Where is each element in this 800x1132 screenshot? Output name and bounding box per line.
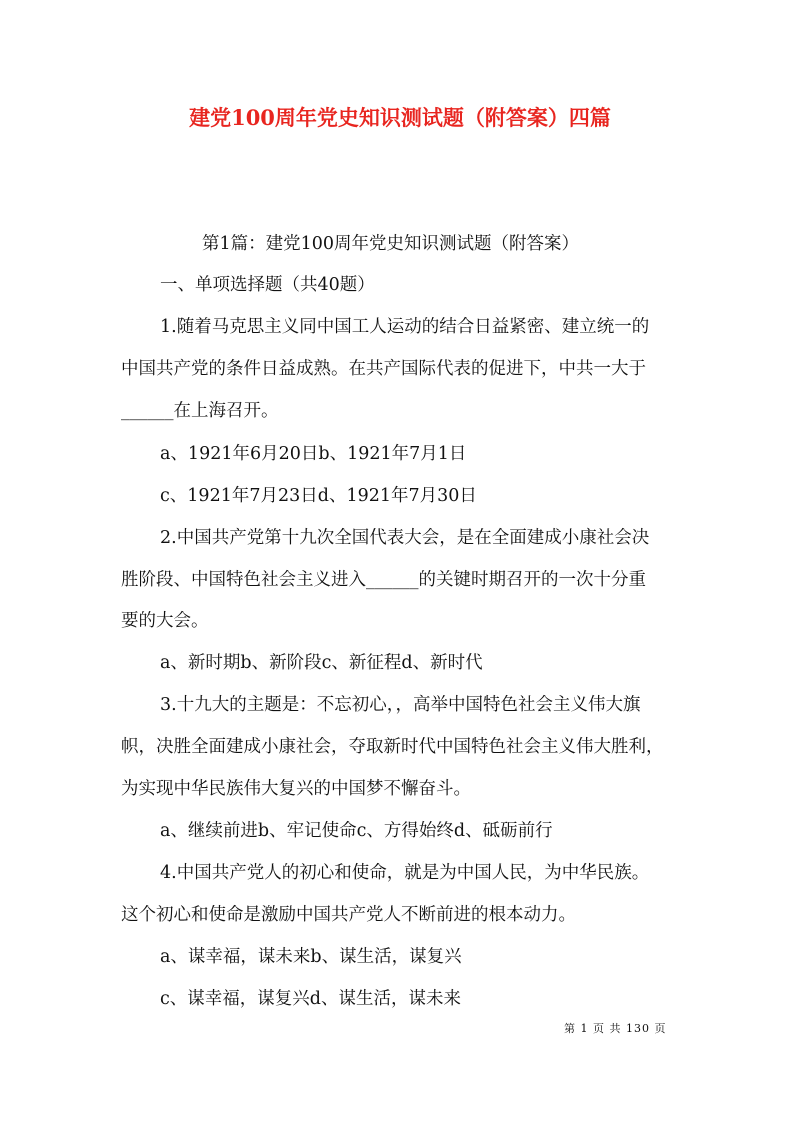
question-2-line-3: 要的大会。 — [121, 611, 209, 631]
question-4-options-ab: a、谋幸福，谋未来b、谋生活，谋复兴 — [160, 947, 462, 967]
question-4-line-1: 4.中国共产党人的初心和使命，就是为中国人民，为中华民族。 — [160, 863, 650, 883]
question-type-heading: 一、单项选择题（共40题） — [160, 275, 375, 295]
question-1-line-1: 1.随着马克思主义同中国工人运动的结合日益紧密、建立统一的 — [160, 317, 650, 337]
document-title: 建党100周年党史知识测试题（附答案）四篇 — [189, 105, 611, 130]
question-3-options: a、继续前进b、牢记使命c、方得始终d、砥砺前行 — [160, 821, 553, 841]
question-4-line-2: 这个初心和使命是激励中国共产党人不断前进的根本动力。 — [121, 905, 576, 925]
question-1-options-cd: c、1921年7月23日d、1921年7月30日 — [160, 486, 477, 506]
question-1-line-2: 中国共产党的条件日益成熟。在共产国际代表的促进下，中共一大于 — [121, 359, 646, 379]
question-4-options-cd: c、谋幸福，谋复兴d、谋生活，谋未来 — [160, 989, 462, 1009]
question-1-line-3: ______在上海召开。 — [121, 401, 279, 421]
question-3-line-3: 为实现中华民族伟大复兴的中国梦不懈奋斗。 — [121, 779, 471, 799]
question-2-options: a、新时期b、新阶段c、新征程d、新时代 — [160, 653, 483, 673]
question-2-line-2: 胜阶段、中国特色社会主义进入______的关键时期召开的一次十分重 — [121, 570, 646, 590]
question-2-line-1: 2.中国共产党第十九次全国代表大会，是在全面建成小康社会决 — [160, 528, 650, 548]
section-heading: 第1篇：建党100周年党史知识测试题（附答案） — [202, 234, 580, 254]
question-3-line-1: 3.十九大的主题是：不忘初心，，高举中国特色社会主义伟大旗 — [160, 695, 641, 715]
page-number: 第 1 页 共 130 页 — [564, 1022, 667, 1035]
question-3-line-2: 帜，决胜全面建成小康社会，夺取新时代中国特色社会主义伟大胜利， — [121, 737, 664, 757]
question-1-options-ab: a、1921年6月20日b、1921年7月1日 — [160, 444, 467, 464]
